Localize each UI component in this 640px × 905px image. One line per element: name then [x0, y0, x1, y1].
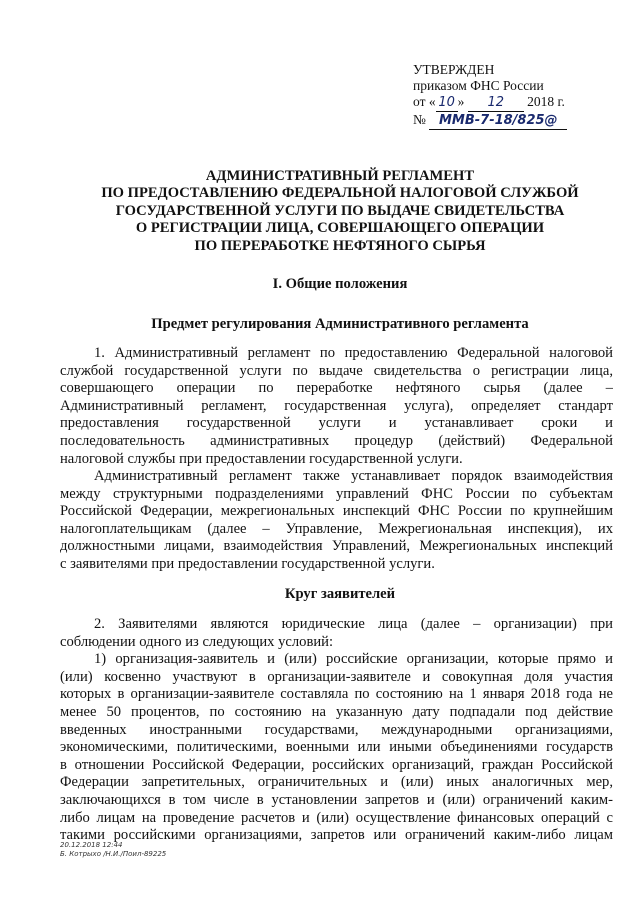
text-line: Административный регламент также устанавливает порядок взаимодействия	[94, 468, 613, 484]
text-line: должностными лицами, взаимодействия Управлений, Межрегиональных инспекций	[60, 538, 613, 555]
approval-date: от « 10 » 12 2018 г.	[413, 94, 565, 110]
text-line: экономическими, политическими, военными или иными объединениями государств	[60, 739, 613, 756]
paragraph-1	[60, 345, 613, 468]
text-line: службой государственной услуги по выдаче свидетельства о регистрации лица,	[60, 362, 613, 379]
text-line: (или) косвенно участвуют в организации-заявителе и совокупная доля участия	[60, 668, 613, 685]
text-line: 2. Заявителями являются юридические лица (далее – организации) при	[94, 616, 613, 632]
text-line: налоговой службы при предоставлении государственной услуги.	[60, 450, 463, 467]
document-title	[60, 168, 620, 255]
approval-block	[413, 62, 567, 130]
text-line: между структурными подразделениями управлений ФНС России по субъектам	[60, 485, 613, 502]
subheading-applicants: Круг заявителей	[284, 586, 396, 602]
approval-title: УТВЕРЖДЕН	[413, 62, 495, 77]
approval-day: 10	[436, 95, 458, 112]
footer-timestamp: 20.12.2018 12:44	[60, 841, 123, 849]
text-line: которых в организации-заявителе составляла по состоянию на 1 января 2018 года не	[60, 686, 613, 703]
footer-author: Б. Котрыхо /Н.И./Поил-89225	[60, 850, 167, 858]
approval-month: 12	[468, 95, 524, 112]
text-line: в отношении Российской Федерации, российских организаций, граждан Российской	[60, 756, 613, 773]
title-line: ГОСУДАРСТВЕННОЙ УСЛУГИ ПО ВЫДАЧЕ СВИДЕТЕЛЬСТВА	[115, 202, 565, 219]
title-line: ПО ПРЕДОСТАВЛЕНИЮ ФЕДЕРАЛЬНОЙ НАЛОГОВОЙ СЛУЖБОЙ	[101, 185, 579, 202]
approval-number: № ММВ-7-18/825@	[413, 112, 567, 130]
approval-order: приказом ФНС России	[413, 78, 544, 93]
title-line: АДМИНИСТРАТИВНЫЙ РЕГЛАМЕНТ	[205, 168, 475, 184]
paragraph-2	[60, 468, 613, 574]
text-line: соблюдении одного из следующих условий:	[60, 633, 334, 650]
subheading-subject: Предмет регулирования Административного регламента	[151, 316, 529, 332]
text-line: Российской Федерации, межрегиональных инспекций ФНС России по крупнейшим	[60, 503, 613, 520]
approval-number-value: ММВ-7-18/825@	[429, 113, 567, 130]
text-line: Федерации запретительных, ограничительных и (или) иных аналогичных мер,	[60, 774, 613, 791]
title-line: О РЕГИСТРАЦИИ ЛИЦА, СОВЕРШАЮЩЕГО ОПЕРАЦИИ	[135, 220, 545, 237]
title-line: ПО ПЕРЕРАБОТКЕ НЕФТЯНОГО СЫРЬЯ	[194, 237, 486, 254]
text-line: совершающего операции по переработке нефтяного сырья (далее –	[60, 380, 613, 397]
text-line: 1) организация-заявитель и (или) российские организации, которые прямо и	[94, 651, 613, 668]
text-line: последовательность административных процедур (действий) Федеральной	[60, 432, 613, 449]
paragraph-3	[60, 616, 613, 845]
footer-note	[60, 841, 166, 859]
text-line: налогоплательщикам (далее – Управление, Межрегиональная инспекция), их	[60, 520, 613, 537]
text-line: либо лицам на проведение расчетов и (или) осуществление финансовых операций с	[60, 809, 613, 826]
section-heading: I. Общие положения	[272, 276, 408, 292]
text-line: заключающихся в том числе в установлении запретов и (или) ограничений каким-	[60, 791, 613, 808]
text-line: с заявителями при предоставлении государственной услуги.	[60, 555, 435, 572]
text-line: такими российскими организациями, запретов или ограничений каким-либо лицам	[60, 827, 613, 844]
text-line: Административный регламент, государственная услуга), определяет стандарт	[60, 397, 613, 414]
text-line: введенных иностранными государствами, международными организациями,	[60, 721, 613, 738]
text-line: предоставления государственной услуги и устанавливает сроки и	[60, 415, 613, 432]
text-line: менее 50 процентов, по состоянию на указанную дату подпадали под действие	[60, 703, 613, 720]
text-line: 1. Административный регламент по предоставлению Федеральной налоговой	[94, 345, 613, 361]
